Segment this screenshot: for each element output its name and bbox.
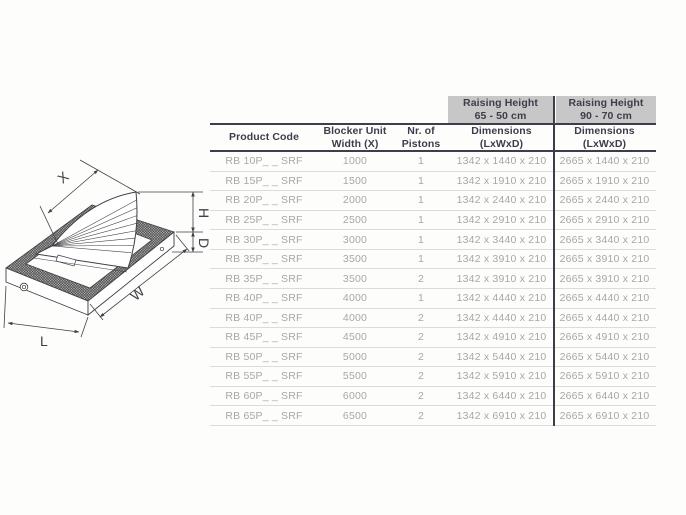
pistons-cell: 2 — [417, 409, 425, 422]
dimensions-90-cell: 2665 x 4440 x 210 — [559, 292, 650, 305]
blocker-width-cell: 3000 — [342, 233, 368, 246]
column-header-row — [210, 125, 656, 150]
dimensions-65-cell: 1342 x 2440 x 210 — [456, 194, 547, 207]
pistons-cell: 2 — [417, 370, 425, 383]
spec-table — [210, 96, 656, 426]
group-header-line1: Raising Height — [568, 97, 644, 109]
raising-height-90-70-header — [556, 96, 656, 123]
dimensions-90-cell: 2665 x 3910 x 210 — [559, 253, 650, 266]
table-row — [210, 172, 656, 192]
product-code-cell: RB 25P_ _ SRF — [225, 213, 303, 226]
dimensions-90-cell: 2665 x 6440 x 210 — [559, 390, 650, 403]
dimensions-65-cell: 1342 x 3440 x 210 — [456, 233, 547, 246]
dim-label-x: X — [54, 168, 72, 187]
pistons-cell: 1 — [417, 155, 425, 168]
blocker-width-cell: 3500 — [342, 253, 368, 266]
blocker-width-cell: 1500 — [342, 174, 368, 187]
col-header-dimensions-90: Dimensions (LxWxD) — [574, 125, 635, 150]
pistons-cell: 2 — [417, 272, 425, 285]
pistons-cell: 1 — [417, 233, 425, 246]
table-row — [210, 230, 656, 250]
table-row — [210, 406, 656, 426]
dimensions-65-cell: 1342 x 2910 x 210 — [456, 213, 547, 226]
dimensions-90-cell: 2665 x 3910 x 210 — [559, 272, 650, 285]
product-code-cell: RB 55P_ _ SRF — [225, 370, 303, 383]
column-divider-rule — [553, 96, 555, 426]
dimensions-65-cell: 1342 x 6910 x 210 — [456, 409, 547, 422]
dimensions-90-cell: 2665 x 2440 x 210 — [559, 194, 650, 207]
pistons-cell: 1 — [417, 194, 425, 207]
table-row — [210, 269, 656, 289]
dimensions-90-cell: 2665 x 1910 x 210 — [559, 174, 650, 187]
dimensions-65-cell: 1342 x 6440 x 210 — [456, 390, 547, 403]
product-code-cell: RB 60P_ _ SRF — [225, 390, 303, 403]
table-row — [210, 309, 656, 329]
dimensions-90-cell: 2665 x 4440 x 210 — [559, 311, 650, 324]
blocker-width-cell: 5000 — [342, 350, 368, 363]
table-row — [210, 211, 656, 231]
technical-drawing — [0, 148, 216, 360]
dim-label-h: H — [196, 208, 212, 219]
product-code-cell: RB 20P_ _ SRF — [225, 194, 303, 207]
blocker-isometric-drawing — [0, 148, 216, 360]
col-header-pistons: Nr. of Pistons — [401, 125, 441, 150]
table-row — [210, 250, 656, 270]
blocker-width-cell: 3500 — [342, 272, 368, 285]
dimensions-65-cell: 1342 x 4440 x 210 — [456, 292, 547, 305]
blocker-width-cell: 2500 — [342, 213, 368, 226]
dimensions-90-cell: 2665 x 4910 x 210 — [559, 331, 650, 344]
product-code-cell: RB 40P_ _ SRF — [225, 311, 303, 324]
product-code-cell: RB 50P_ _ SRF — [225, 350, 303, 363]
pistons-cell: 1 — [417, 213, 425, 226]
table-row — [210, 387, 656, 407]
table-row — [210, 348, 656, 368]
dimensions-90-cell: 2665 x 5910 x 210 — [559, 370, 650, 383]
table-row — [210, 152, 656, 172]
group-header-line2: 65 - 50 cm — [474, 109, 527, 122]
dim-label-w: W — [127, 283, 148, 304]
dimensions-90-cell: 2665 x 5440 x 210 — [559, 350, 650, 363]
dimensions-65-cell: 1342 x 5910 x 210 — [456, 370, 547, 383]
pistons-cell: 2 — [417, 350, 425, 363]
dimensions-90-cell: 2665 x 6910 x 210 — [559, 409, 650, 422]
product-code-cell: RB 45P_ _ SRF — [225, 331, 303, 344]
pistons-cell: 2 — [417, 390, 425, 403]
group-header-line1: Raising Height — [463, 97, 538, 109]
dimensions-90-cell: 2665 x 3440 x 210 — [559, 233, 650, 246]
pistons-cell: 1 — [417, 292, 425, 305]
raising-height-65-50-header — [448, 96, 553, 123]
table-row — [210, 367, 656, 387]
dim-label-l: L — [40, 333, 48, 349]
table-row — [210, 191, 656, 211]
blocker-width-cell: 4500 — [342, 331, 368, 344]
blocker-width-cell: 6500 — [342, 409, 368, 422]
product-code-cell: RB 30P_ _ SRF — [225, 233, 303, 246]
dim-label-d: D — [196, 238, 212, 249]
dimensions-65-cell: 1342 x 4440 x 210 — [456, 311, 547, 324]
blocker-width-cell: 4000 — [342, 292, 368, 305]
product-code-cell: RB 10P_ _ SRF — [225, 155, 303, 168]
product-code-cell: RB 65P_ _ SRF — [225, 409, 303, 422]
col-header-dimensions-65: Dimensions (LxWxD) — [471, 125, 532, 150]
col-header-blocker-width: Blocker Unit Width (X) — [323, 125, 387, 150]
product-code-cell: RB 35P_ _ SRF — [225, 272, 303, 285]
dimensions-65-cell: 1342 x 1440 x 210 — [456, 155, 547, 168]
blocker-width-cell: 5500 — [342, 370, 368, 383]
blocker-width-cell: 4000 — [342, 311, 368, 324]
dimensions-90-cell: 2665 x 1440 x 210 — [559, 155, 650, 168]
product-code-cell: RB 35P_ _ SRF — [225, 253, 303, 266]
product-code-cell: RB 15P_ _ SRF — [225, 174, 303, 187]
dimensions-65-cell: 1342 x 3910 x 210 — [456, 272, 547, 285]
table-body — [210, 152, 656, 426]
dimensions-90-cell: 2665 x 2910 x 210 — [559, 213, 650, 226]
dimensions-65-cell: 1342 x 3910 x 210 — [456, 253, 547, 266]
product-code-cell: RB 40P_ _ SRF — [225, 292, 303, 305]
dimensions-65-cell: 1342 x 5440 x 210 — [456, 350, 547, 363]
blocker-width-cell: 6000 — [342, 390, 368, 403]
dimensions-65-cell: 1342 x 1910 x 210 — [456, 174, 547, 187]
dimensions-65-cell: 1342 x 4910 x 210 — [456, 331, 547, 344]
col-header-product-code: Product Code — [228, 131, 300, 144]
blocker-width-cell: 2000 — [342, 194, 368, 207]
pistons-cell: 2 — [417, 311, 425, 324]
table-row — [210, 289, 656, 309]
pistons-cell: 1 — [417, 174, 425, 187]
group-header-line2: 90 - 70 cm — [580, 109, 632, 122]
pipe-hole — [20, 283, 28, 291]
pistons-cell: 1 — [417, 253, 425, 266]
blocker-width-cell: 1000 — [342, 155, 368, 168]
table-row — [210, 328, 656, 348]
pistons-cell: 2 — [417, 331, 425, 344]
